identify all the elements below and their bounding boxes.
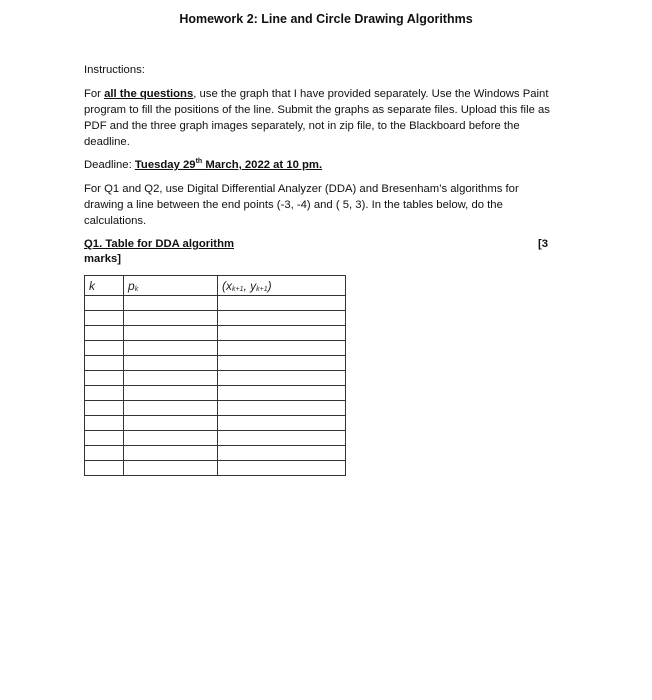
table-cell[interactable] [218,446,346,461]
table-cell[interactable] [124,296,218,311]
q1-q2-paragraph: For Q1 and Q2, use Digital Differential Analyzer (DDA) and Bresenham’s algorithms for drawing a line between the end points (-3, -4) and ( 5, 3). In the tables below, do the calculations. [84,183,519,227]
table-cell[interactable] [85,461,124,476]
table-row [85,401,346,416]
table-cell[interactable] [124,356,218,371]
table-cell[interactable] [124,371,218,386]
q1-marks-close: marks] [84,253,122,265]
t: , y [243,278,257,293]
deadline-line [84,157,559,173]
table-row [85,431,346,446]
dda-table [84,275,346,476]
table-cell[interactable] [124,446,218,461]
table-cell[interactable] [218,296,346,311]
table-cell[interactable] [218,311,346,326]
table-cell[interactable] [218,416,346,431]
table-cell[interactable] [124,431,218,446]
table-cell[interactable] [85,446,124,461]
table-cell[interactable] [218,431,346,446]
pk-base: p [128,278,135,293]
table-row [85,311,346,326]
text: For [84,88,105,100]
t: k+1 [232,285,244,293]
table-cell[interactable] [124,311,218,326]
instructions-label: Instructions: [84,64,145,76]
header-coords [218,276,346,296]
table-cell[interactable] [124,326,218,341]
table-cell[interactable] [85,386,124,401]
table-row [85,341,346,356]
table-cell[interactable] [124,461,218,476]
table-cell[interactable] [124,386,218,401]
table-cell[interactable] [85,296,124,311]
q1-marks-open: [3 [538,238,549,250]
deadline-sup: th [195,158,203,165]
table-cell[interactable] [85,371,124,386]
text: , use the graph that I have provided separately. Use the Windows Paint program to fill the positions of the line. Submit the graphs as separate files. Upload this file as PDF and the three graph images separately, not in zip file, to the Blackboard before the deadline. [84,88,550,148]
table-cell[interactable] [85,311,124,326]
table-row [85,416,346,431]
table-row [85,386,346,401]
table-cell[interactable] [85,401,124,416]
deadline-label: Deadline: [84,159,135,171]
t: k+1 [256,285,268,293]
emphasis-text: all the questions [104,88,194,100]
table-row [85,446,346,461]
table-row [85,461,346,476]
table-cell[interactable] [218,371,346,386]
document-title: Homework 2: Line and Circle Drawing Algorithms [179,12,473,26]
table-header-row [85,276,346,296]
table-cell[interactable] [85,326,124,341]
table-cell[interactable] [85,416,124,431]
table-cell[interactable] [124,401,218,416]
table-row [85,371,346,386]
table-cell[interactable] [218,386,346,401]
t: (x [222,278,232,293]
pk-sub: k [134,285,139,293]
table-cell[interactable] [218,356,346,371]
table-row [85,356,346,371]
q1-heading-line [84,236,559,252]
instructions-paragraph [84,86,559,150]
table-row [85,296,346,311]
table-cell[interactable] [85,431,124,446]
header-k: k [85,276,124,296]
t: ) [267,278,272,293]
header-pk [124,276,218,296]
q1-heading: Q1. Table for DDA algorithm [84,238,235,250]
table-cell[interactable] [218,401,346,416]
table-cell[interactable] [218,461,346,476]
table-cell[interactable] [218,341,346,356]
table-cell[interactable] [85,356,124,371]
table-cell[interactable] [218,326,346,341]
deadline-rest: March, 2022 at 10 pm. [202,159,323,171]
table-cell[interactable] [124,416,218,431]
table-row [85,326,346,341]
deadline-day: Tuesday 29 [134,159,196,171]
table-cell[interactable] [124,341,218,356]
table-cell[interactable] [85,341,124,356]
